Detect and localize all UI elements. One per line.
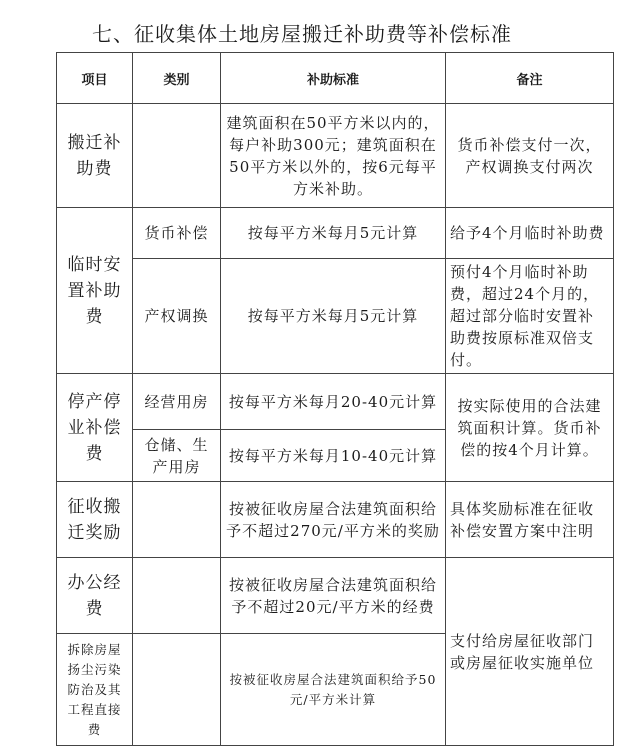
table-row bbox=[57, 104, 614, 208]
standard-cell: 建筑面积在50平方米以内的，每户补助300元；建筑面积在50平方米以外的，按6元每平方米补助。 bbox=[221, 104, 446, 208]
table-row bbox=[57, 374, 614, 430]
table-row bbox=[57, 208, 614, 259]
table-row bbox=[57, 482, 614, 558]
standard-cell: 按被征收房屋合法建筑面积给予不超过270元/平方米的奖励 bbox=[221, 482, 446, 558]
standard-cell: 按每平方米每月20-40元计算 bbox=[221, 374, 446, 430]
standard-cell: 按每平方米每月10-40元计算 bbox=[221, 430, 446, 482]
note-cell: 具体奖励标准在征收补偿安置方案中注明 bbox=[446, 482, 614, 558]
header-note: 备注 bbox=[446, 53, 614, 104]
item-cell: 办公经费 bbox=[57, 558, 133, 634]
category-cell: 经营用房 bbox=[133, 374, 221, 430]
table-row bbox=[57, 558, 614, 634]
category-cell bbox=[133, 634, 221, 746]
item-cell: 征收搬迁奖励 bbox=[57, 482, 133, 558]
standard-cell: 按被征收房屋合法建筑面积给予不超过20元/平方米的经费 bbox=[221, 558, 446, 634]
note-cell: 预付4个月临时补助费，超过24个月的，超过部分临时安置补助费按原标准双倍支付。 bbox=[446, 259, 614, 374]
note-cell: 货币补偿支付一次，产权调换支付两次 bbox=[446, 104, 614, 208]
document-title: 七、征收集体土地房屋搬迁补助费等补偿标准 bbox=[92, 22, 512, 46]
header-standard: 补助标准 bbox=[221, 53, 446, 104]
category-cell: 产权调换 bbox=[133, 259, 221, 374]
category-cell bbox=[133, 482, 221, 558]
standard-cell: 按每平方米每月5元计算 bbox=[221, 208, 446, 259]
item-cell: 拆除房屋扬尘污染防治及其工程直接费 bbox=[57, 634, 133, 746]
table-header-row bbox=[57, 53, 614, 104]
item-cell: 搬迁补助费 bbox=[57, 104, 133, 208]
standard-cell: 按每平方米每月5元计算 bbox=[221, 259, 446, 374]
note-cell: 支付给房屋征收部门或房屋征收实施单位 bbox=[446, 558, 614, 746]
table-row bbox=[57, 259, 614, 374]
category-cell: 仓储、生产用房 bbox=[133, 430, 221, 482]
item-cell: 停产停业补偿费 bbox=[57, 374, 133, 482]
note-cell: 按实际使用的合法建筑面积计算。货币补偿的按4个月计算。 bbox=[446, 374, 614, 482]
compensation-table bbox=[56, 52, 614, 746]
category-cell bbox=[133, 558, 221, 634]
standard-cell: 按被征收房屋合法建筑面积给予50元/平方米计算 bbox=[221, 634, 446, 746]
note-cell: 给予4个月临时补助费 bbox=[446, 208, 614, 259]
header-item: 项目 bbox=[57, 53, 133, 104]
header-category: 类别 bbox=[133, 53, 221, 104]
category-cell bbox=[133, 104, 221, 208]
item-cell: 临时安置补助费 bbox=[57, 208, 133, 374]
category-cell: 货币补偿 bbox=[133, 208, 221, 259]
